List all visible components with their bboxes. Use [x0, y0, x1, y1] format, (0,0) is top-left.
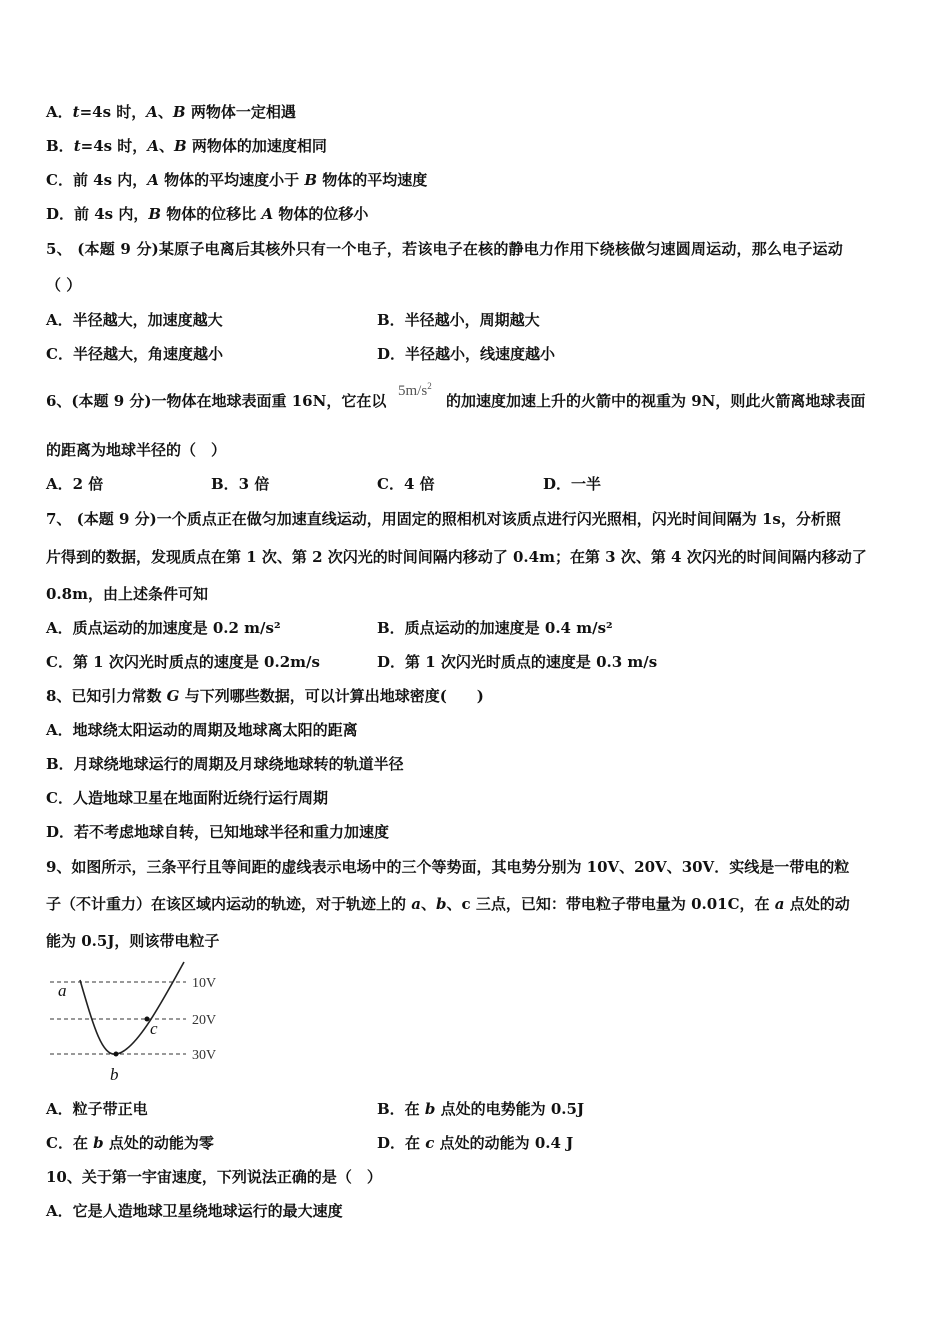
- q8-option-b: B．月球绕地球运行的周期及月球绕地球转的轨道半径: [46, 755, 404, 773]
- q9-option-c: C．在 b 点处的动能为零: [46, 1134, 214, 1152]
- q7-option-c: C．第 1 次闪光时质点的速度是 0.2m/s: [46, 653, 320, 671]
- q8-stem: 8、已知引力常数 G 与下列哪些数据，可以计算出地球密度( ): [46, 687, 484, 705]
- q9-option-a: A．粒子带正电: [46, 1100, 148, 1118]
- q6-option-b: B．3 倍: [211, 475, 270, 493]
- q9-stem-line3: 能为 0.5J，则该带电粒子: [46, 932, 220, 950]
- point-c-dot: [145, 1017, 150, 1022]
- q6-stem-line1b: 的加速度加速上升的火箭中的视重为 9N，则此火箭离地球表面: [446, 392, 866, 410]
- equipotential-figure: [46, 958, 236, 1088]
- q6-stem-line2: 的距离为地球半径的（ ）: [46, 441, 227, 459]
- q9-stem-line2: 子（不计重力）在该区域内运动的轨迹，对于轨迹上的 a、b、c 三点，已知：带电粒子带电量为 0.01C，在 a 点处的动: [46, 895, 850, 913]
- q9-stem-line1: 9、如图所示，三条平行且等间距的虚线表示电场中的三个等势面，其电势分别为 10V、20V、30V．实线是一带电的粒: [46, 858, 850, 876]
- label-30v: 30V: [192, 1048, 217, 1063]
- q7-stem-line3: 0.8m，由上述条件可知: [46, 585, 208, 603]
- q8-option-c: C．人造地球卫星在地面附近绕行运行周期: [46, 789, 328, 807]
- point-b-dot: [114, 1052, 119, 1057]
- q6-option-a: A．2 倍: [46, 475, 104, 493]
- q7-stem-line2: 片得到的数据，发现质点在第 1 次、第 2 次闪光的时间间隔内移动了 0.4m；在第 3 次、第 4 次闪光的时间间隔内移动了: [46, 548, 867, 566]
- q9-option-b: B．在 b 点处的电势能为 0.5J: [377, 1100, 585, 1118]
- q5-stem-line1: 5、 (本题 9 分)某原子电离后其核外只有一个电子，若该电子在核的静电力作用下绕核做匀速圆周运动，那么电子运动: [46, 240, 843, 258]
- label-10v: 10V: [192, 976, 217, 991]
- point-b-label: b: [110, 1065, 119, 1084]
- q5-option-c: C．半径越大，角速度越小: [46, 345, 223, 363]
- q7-stem-line1: 7、 (本题 9 分)一个质点正在做匀加速直线运动，用固定的照相机对该质点进行闪光照相，闪光时间间隔为 1s，分析照: [46, 510, 841, 528]
- point-c-label: c: [150, 1019, 158, 1038]
- q4-option-c: C．前 4s 内，A 物体的平均速度小于 B 物体的平均速度: [46, 171, 428, 189]
- q6-option-d: D．一半: [543, 475, 602, 493]
- label-20v: 20V: [192, 1013, 217, 1028]
- q5-option-a: A．半径越大，加速度越大: [46, 311, 223, 329]
- q9-option-d: D．在 c 点处的动能为 0.4 J: [377, 1134, 574, 1152]
- q7-option-d: D．第 1 次闪光时质点的速度是 0.3 m/s: [377, 653, 658, 671]
- q7-option-a: A．质点运动的加速度是 0.2 m/s²: [46, 619, 281, 637]
- q5-stem-line2: （ ）: [46, 276, 82, 294]
- q4-option-d: D．前 4s 内，B 物体的位移比 A 物体的位移小: [46, 205, 369, 223]
- q6-stem-line1a: 6、(本题 9 分)一物体在地球表面重 16N，它在以: [46, 392, 387, 410]
- q5-option-b: B．半径越小，周期越大: [377, 311, 540, 329]
- q4-option-b: B．t=4s 时，A、B 两物体的加速度相同: [46, 137, 327, 155]
- particle-trajectory: [80, 962, 184, 1054]
- point-a-label: a: [58, 981, 67, 1000]
- q4-option-a: A．t=4s 时，A、B 两物体一定相遇: [46, 103, 296, 121]
- q6-acceleration-formula: $5m/s^2$: [398, 381, 432, 399]
- q7-option-b: B．质点运动的加速度是 0.4 m/s²: [377, 619, 613, 637]
- q6-option-c: C．4 倍: [377, 475, 435, 493]
- q8-option-d: D．若不考虑地球自转，已知地球半径和重力加速度: [46, 823, 390, 841]
- q8-option-a: A．地球绕太阳运动的周期及地球离太阳的距离: [46, 721, 358, 739]
- q5-option-d: D．半径越小，线速度越小: [377, 345, 556, 363]
- q10-option-a: A．它是人造地球卫星绕地球运行的最大速度: [46, 1202, 343, 1220]
- q10-stem: 10、关于第一宇宙速度，下列说法正确的是（ ）: [46, 1168, 382, 1186]
